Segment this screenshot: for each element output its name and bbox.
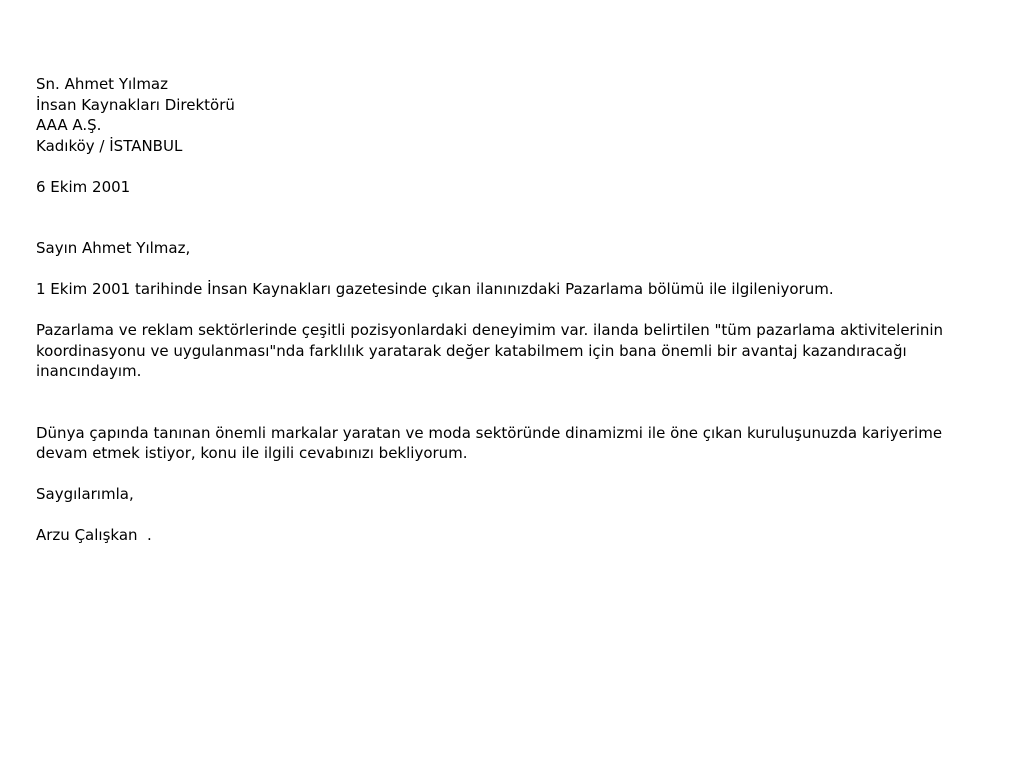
salutation: Sayın Ahmet Yılmaz, [36,239,191,257]
recipient-location: Kadıköy / İSTANBUL [36,136,183,155]
signature: Arzu Çalışkan . [36,526,152,544]
cover-letter [36,74,996,546]
letter-date: 6 Ekim 2001 [36,177,131,196]
body-paragraph-2: Pazarlama ve reklam sektörlerinde çeşitli pozisyonlardaki deneyimim var. ilanda belirtilen "tüm pazarlama aktivitelerinin koordinasyonu ve uygulanması"nda farklılık yaratarak değer katabilmem için bana önemli bir avantaj kazandıracağı inancındayım. [36,321,944,380]
body-paragraph-3: Dünya çapında tanınan önemli markalar yaratan ve moda sektöründe dinamizmi ile öne çıkan kuruluşunuzda kariyerime devam etmek istiyor, konu ile ilgili cevabınızı bekliyorum. [36,423,943,462]
recipient-title: İnsan Kaynakları Direktörü [36,95,235,114]
closing: Saygılarımla, [36,485,134,503]
body-paragraph-1: 1 Ekim 2001 tarihinde İnsan Kaynakları gazetesinde çıkan ilanınızdaki Pazarlama bölümü ile ilgileniyorum. [36,280,834,298]
recipient-company: AAA A.Ş. [36,116,102,134]
recipient-name: Sn. Ahmet Yılmaz [36,75,168,93]
